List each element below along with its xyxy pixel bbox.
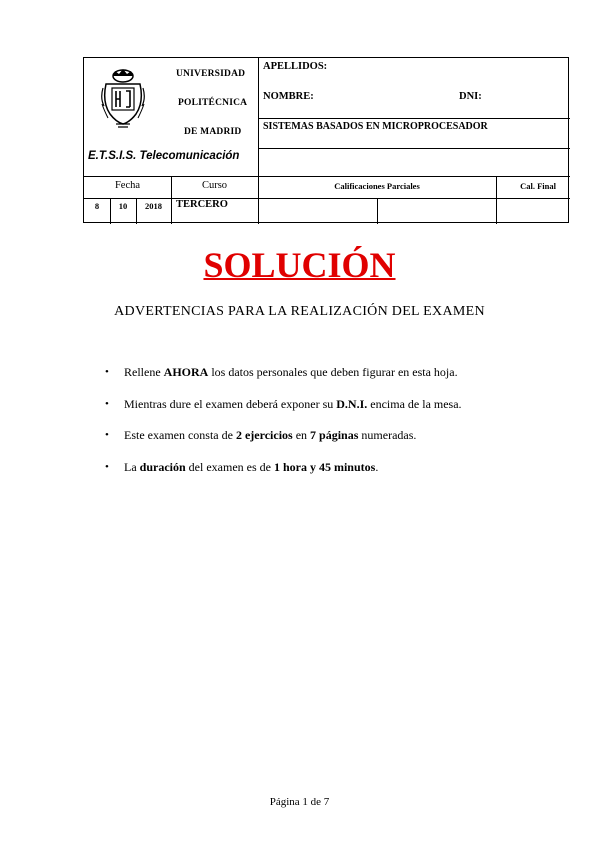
instruction-text: Este examen consta de bbox=[124, 428, 236, 442]
instruction-text: 2 ejercicios bbox=[235, 428, 293, 442]
bullet-icon: • bbox=[105, 460, 109, 473]
nombre-field[interactable]: NOMBRE: bbox=[263, 91, 314, 102]
instruction-text: encima de la mesa. bbox=[367, 396, 462, 411]
instruction-text: D.N.I. bbox=[336, 396, 368, 411]
warnings-heading: ADVERTENCIAS PARA LA REALIZACIÓN DEL EXAMEN bbox=[114, 304, 485, 319]
university-name-line-3: DE MADRID bbox=[184, 127, 242, 137]
university-crest-icon bbox=[100, 68, 146, 128]
solution-title: SOLUCIÓN bbox=[203, 245, 396, 285]
instruction-text: 1 hora y 45 minutos bbox=[273, 459, 376, 474]
date-day: 8 bbox=[94, 201, 100, 211]
final-grade-field[interactable] bbox=[496, 198, 570, 224]
exam-header-table bbox=[83, 57, 569, 223]
instruction-item bbox=[105, 396, 462, 412]
bullet-icon: • bbox=[105, 397, 109, 410]
curso-value: TERCERO bbox=[176, 199, 228, 210]
subject-name: SISTEMAS BASADOS EN MICROPROCESADOR bbox=[263, 121, 488, 132]
instruction-text: . bbox=[375, 459, 379, 474]
instructions-list bbox=[105, 364, 462, 490]
university-name-line-1: UNIVERSIDAD bbox=[176, 69, 246, 79]
instruction-text: numeradas. bbox=[358, 428, 417, 442]
instruction-item bbox=[105, 427, 462, 443]
instruction-item bbox=[105, 459, 462, 475]
instruction-text: en bbox=[292, 428, 311, 442]
bullet-icon: • bbox=[105, 429, 109, 441]
apellidos-field[interactable]: APELLIDOS: bbox=[263, 61, 328, 72]
date-year: 2018 bbox=[145, 201, 162, 211]
instruction-text: Rellene bbox=[124, 365, 164, 379]
instruction-text: del examen es de bbox=[185, 459, 274, 474]
date-month: 10 bbox=[118, 201, 128, 211]
fecha-label: Fecha bbox=[114, 180, 141, 191]
page-number: Página 1 de 7 bbox=[269, 796, 330, 808]
instruction-text: duración bbox=[139, 459, 186, 474]
calificaciones-parciales-label: Calificaciones Parciales bbox=[334, 181, 420, 191]
instruction-text: Mientras dure el examen deberá exponer su bbox=[124, 396, 337, 411]
bullet-icon: • bbox=[105, 366, 109, 378]
curso-label: Curso bbox=[201, 180, 228, 191]
instruction-text: 7 páginas bbox=[310, 428, 359, 442]
instruction-text: La bbox=[124, 459, 140, 474]
cal-final-label: Cal. Final bbox=[520, 181, 556, 191]
instruction-item bbox=[105, 364, 462, 380]
dni-field[interactable]: DNI: bbox=[459, 91, 482, 102]
partial-grade-2-field[interactable] bbox=[377, 198, 496, 224]
partial-grade-1-field[interactable] bbox=[258, 198, 377, 224]
university-name-line-2: POLITÉCNICA bbox=[178, 98, 248, 108]
school-name: E.T.S.I.S. Telecomunicación bbox=[88, 150, 240, 162]
instruction-text: AHORA bbox=[163, 365, 209, 379]
instruction-text: los datos personales que deben figurar en esta hoja. bbox=[208, 365, 458, 379]
